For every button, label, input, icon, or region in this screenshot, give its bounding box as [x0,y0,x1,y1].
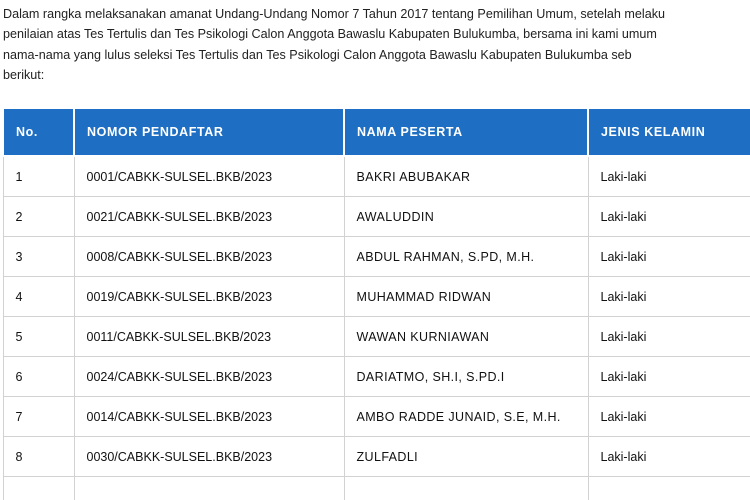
intro-line: Dalam rangka melaksanakan amanat Undang-Undang Nomor 7 Tahun 2017 tentang Pemilihan Umum, setelah melaku [3,7,666,21]
table-body [3,156,750,500]
cell-empty [344,477,588,500]
cell-jenis-kelamin: Laki-laki [588,437,750,477]
header-nomor-pendaftar: NOMOR PENDAFTAR [74,109,344,156]
cell-no: 2 [3,197,74,237]
intro-line: penilaian atas Tes Tertulis dan Tes Psikologi Calon Anggota Bawaslu Kabupaten Bulukumba, bersama ini kami umum [3,27,657,42]
table-header [3,109,750,156]
cell-nomor-pendaftar: 0030/CABKK-SULSEL.BKB/2023 [74,437,344,477]
cell-nama-peserta: AWALUDDIN [344,197,588,237]
cell-jenis-kelamin: Laki-laki [588,397,750,437]
cell-nama-peserta: ABDUL RAHMAN, S.PD, M.H. [344,237,588,277]
cell-no: 1 [3,156,74,197]
cell-no: 6 [3,357,74,397]
cell-nomor-pendaftar: 0008/CABKK-SULSEL.BKB/2023 [74,237,344,277]
cell-nomor-pendaftar: 0011/CABKK-SULSEL.BKB/2023 [74,317,344,357]
table-row [3,197,750,237]
intro-line: nama-nama yang lulus seleksi Tes Tertulis dan Tes Psikologi Calon Anggota Bawaslu Kabupaten Bulukumba seb [3,47,632,62]
cell-nama-peserta: WAWAN KURNIAWAN [344,317,588,357]
cell-no: 8 [3,437,74,477]
header-no: No. [3,109,74,156]
cell-nomor-pendaftar: 0001/CABKK-SULSEL.BKB/2023 [74,156,344,197]
results-table [2,109,750,500]
cell-empty [74,477,344,500]
cell-jenis-kelamin: Laki-laki [588,156,750,197]
intro-paragraph [3,4,750,85]
cell-jenis-kelamin: Laki-laki [588,277,750,317]
header-jenis-kelamin: JENIS KELAMIN [588,109,750,156]
cell-no: 4 [3,277,74,317]
cell-no: 5 [3,317,74,357]
header-nama-peserta: NAMA PESERTA [344,109,588,156]
table-row [3,437,750,477]
cell-jenis-kelamin: Laki-laki [588,357,750,397]
table-row [3,357,750,397]
cell-empty [588,477,750,500]
table-row [3,237,750,277]
cell-nama-peserta: AMBO RADDE JUNAID, S.E, M.H. [344,397,588,437]
cell-no: 3 [3,237,74,277]
table-row [3,397,750,437]
cell-jenis-kelamin: Laki-laki [588,197,750,237]
cell-nama-peserta: MUHAMMAD RIDWAN [344,277,588,317]
cell-empty [3,477,74,500]
table-row [3,156,750,197]
cell-jenis-kelamin: Laki-laki [588,317,750,357]
cell-nama-peserta: ZULFADLI [344,437,588,477]
table-row [3,317,750,357]
intro-line: berikut: [3,67,45,82]
cell-nomor-pendaftar: 0024/CABKK-SULSEL.BKB/2023 [74,357,344,397]
cell-nomor-pendaftar: 0014/CABKK-SULSEL.BKB/2023 [74,397,344,437]
cell-jenis-kelamin: Laki-laki [588,237,750,277]
cell-nama-peserta: DARIATMO, SH.I, S.PD.I [344,357,588,397]
table-row-partial [3,477,750,500]
table-row [3,277,750,317]
cell-nomor-pendaftar: 0019/CABKK-SULSEL.BKB/2023 [74,277,344,317]
cell-nama-peserta: BAKRI ABUBAKAR [344,156,588,197]
header-row [3,109,750,156]
cell-nomor-pendaftar: 0021/CABKK-SULSEL.BKB/2023 [74,197,344,237]
cell-no: 7 [3,397,74,437]
